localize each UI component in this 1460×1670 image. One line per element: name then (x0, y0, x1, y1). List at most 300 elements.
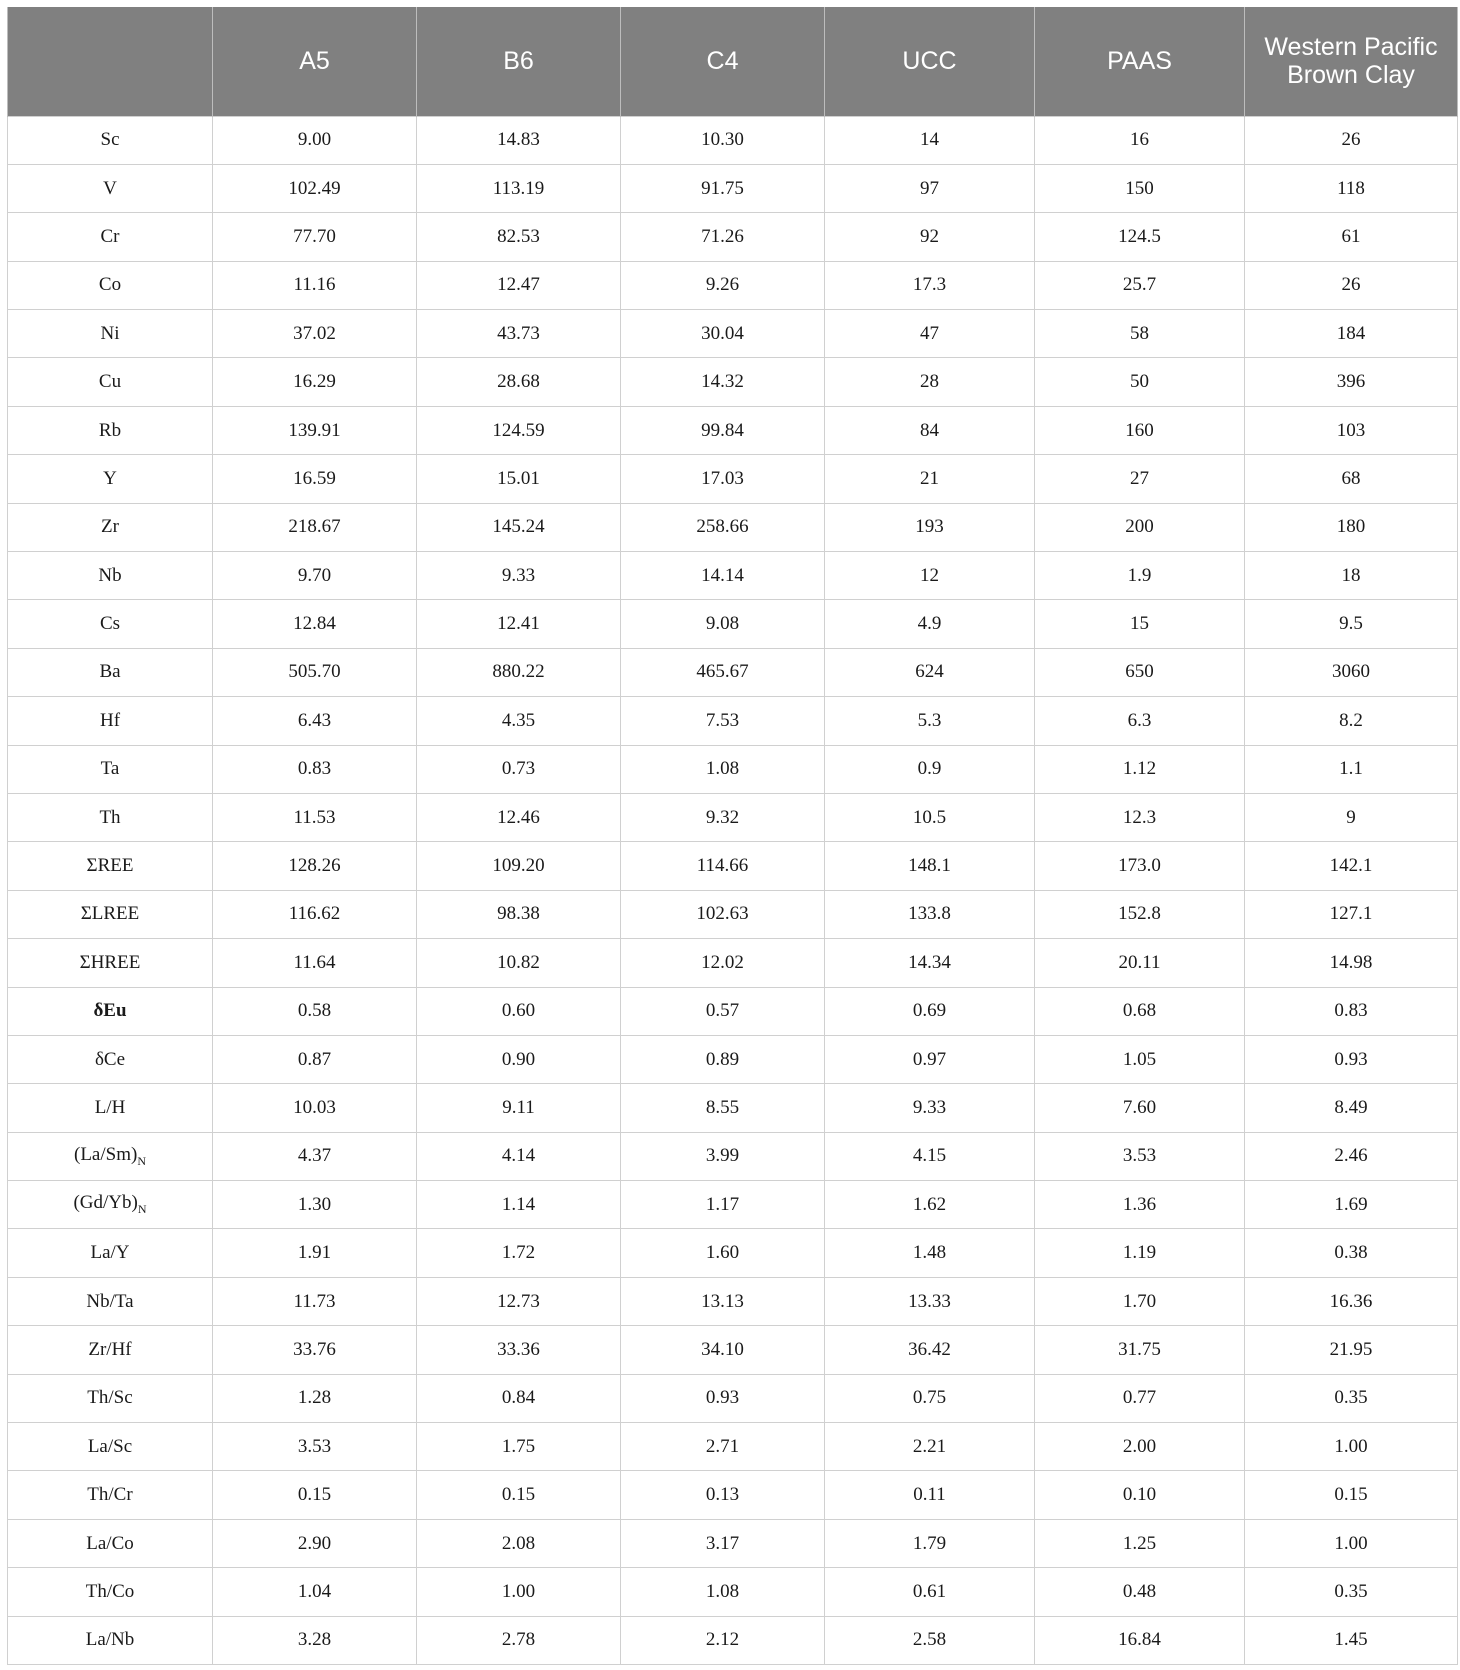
table-row (8, 1471, 1458, 1519)
table-cell: 92 (825, 213, 1035, 261)
table-cell: 0.77 (1035, 1374, 1245, 1422)
table-row (8, 406, 1458, 454)
table-row (8, 890, 1458, 938)
row-label-cell (8, 1229, 213, 1277)
table-cell: 0.87 (213, 1035, 417, 1083)
table-cell: 2.21 (825, 1423, 1035, 1471)
table-cell: 396 (1245, 358, 1458, 406)
table-cell: 98.38 (417, 890, 621, 938)
table-cell: 11.64 (213, 939, 417, 987)
table-cell: 2.90 (213, 1519, 417, 1567)
table-cell: 1.30 (213, 1181, 417, 1229)
table-cell: 124.59 (417, 406, 621, 454)
table-cell: 127.1 (1245, 890, 1458, 938)
table-cell: 150 (1035, 164, 1245, 212)
table-cell: 27 (1035, 455, 1245, 503)
row-label: Cr (100, 225, 120, 247)
table-cell: 28 (825, 358, 1035, 406)
table-row (8, 164, 1458, 212)
row-label: L/H (94, 1097, 126, 1118)
table-cell: 160 (1035, 406, 1245, 454)
table-cell: 4.15 (825, 1132, 1035, 1180)
table-row (8, 842, 1458, 890)
table-cell: 0.93 (1245, 1035, 1458, 1083)
table-cell: 1.08 (621, 1568, 825, 1616)
table-cell: 4.35 (417, 697, 621, 745)
table-cell: 102.63 (621, 890, 825, 938)
table-row (8, 310, 1458, 358)
table-row (8, 1277, 1458, 1325)
table-cell: 3.53 (213, 1423, 417, 1471)
table-cell: 0.57 (621, 987, 825, 1035)
table-cell: 15 (1035, 600, 1245, 648)
table-cell: 9.08 (621, 600, 825, 648)
table-cell: 0.93 (621, 1374, 825, 1422)
table-cell: 0.9 (825, 745, 1035, 793)
table-cell: 114.66 (621, 842, 825, 890)
row-label-cell (8, 213, 213, 261)
table-cell: 2.00 (1035, 1423, 1245, 1471)
table-cell: 1.14 (417, 1181, 621, 1229)
table-cell: 33.76 (213, 1326, 417, 1374)
table-cell: 15.01 (417, 455, 621, 503)
table-cell: 4.9 (825, 600, 1035, 648)
table-row (8, 648, 1458, 696)
table-cell: 18 (1245, 552, 1458, 600)
row-label: Cs (99, 613, 121, 635)
table-cell: 84 (825, 406, 1035, 454)
table-row (8, 213, 1458, 261)
row-label-cell (8, 842, 213, 890)
header-cell-ucc: UCC (825, 7, 1035, 116)
table-cell: 6.43 (213, 697, 417, 745)
table-cell: 16.84 (1035, 1616, 1245, 1664)
table-cell: 12 (825, 552, 1035, 600)
table-cell: 113.19 (417, 164, 621, 212)
row-label: Zr/Hf (88, 1338, 132, 1360)
table-cell: 0.35 (1245, 1374, 1458, 1422)
table-cell: 139.91 (213, 406, 417, 454)
table-cell: 1.19 (1035, 1229, 1245, 1277)
table-cell: 11.73 (213, 1277, 417, 1325)
row-label-cell (8, 1326, 213, 1374)
table-cell: 0.84 (417, 1374, 621, 1422)
table-cell: 2.08 (417, 1519, 621, 1567)
table-cell: 17.3 (825, 261, 1035, 309)
table-cell: 8.55 (621, 1084, 825, 1132)
row-label: Y (103, 467, 117, 489)
table-cell: 1.48 (825, 1229, 1035, 1277)
table-cell: 5.3 (825, 697, 1035, 745)
table-cell: 0.35 (1245, 1568, 1458, 1616)
table-cell: 193 (825, 503, 1035, 551)
row-label: Ni (100, 322, 120, 344)
table-cell: 258.66 (621, 503, 825, 551)
table-row (8, 358, 1458, 406)
row-label-cell (8, 745, 213, 793)
row-label: Nb/Ta (86, 1290, 134, 1312)
table-cell: 13.33 (825, 1277, 1035, 1325)
table-cell: 3.53 (1035, 1132, 1245, 1180)
table-cell: 0.83 (1245, 987, 1458, 1035)
table-header (8, 7, 1458, 116)
table-cell: 9.33 (825, 1084, 1035, 1132)
table-cell: 11.53 (213, 793, 417, 841)
table-row (8, 1519, 1458, 1567)
row-label-cell (8, 697, 213, 745)
row-label: V (103, 177, 117, 199)
table-cell: 12.73 (417, 1277, 621, 1325)
row-label: Co (98, 274, 122, 296)
row-label: Th/Co (85, 1580, 135, 1602)
table-cell: 99.84 (621, 406, 825, 454)
table-row (8, 1423, 1458, 1471)
table-row (8, 503, 1458, 551)
table-cell: 34.10 (621, 1326, 825, 1374)
row-label-cell (8, 1568, 213, 1616)
row-label-cell (8, 503, 213, 551)
row-label-cell (8, 648, 213, 696)
table-row (8, 116, 1458, 164)
row-label: Cu (98, 371, 122, 393)
table-cell: 13.13 (621, 1277, 825, 1325)
table-row (8, 1326, 1458, 1374)
table-cell: 9.70 (213, 552, 417, 600)
row-label-cell (8, 1374, 213, 1422)
table-cell: 9.00 (213, 116, 417, 164)
table-row (8, 455, 1458, 503)
table-cell: 61 (1245, 213, 1458, 261)
table-cell: 31.75 (1035, 1326, 1245, 1374)
table-cell: 9 (1245, 793, 1458, 841)
table-cell: 465.67 (621, 648, 825, 696)
table-cell: 2.71 (621, 1423, 825, 1471)
table-cell: 200 (1035, 503, 1245, 551)
table-cell: 1.60 (621, 1229, 825, 1277)
table-cell: 37.02 (213, 310, 417, 358)
table-cell: 1.28 (213, 1374, 417, 1422)
row-label: Ta (100, 758, 120, 780)
table-cell: 16.59 (213, 455, 417, 503)
table-cell: 2.46 (1245, 1132, 1458, 1180)
table-cell: 9.5 (1245, 600, 1458, 648)
table-row (8, 1568, 1458, 1616)
table-cell: 0.10 (1035, 1471, 1245, 1519)
row-label-cell (8, 1423, 213, 1471)
row-label: Rb (98, 419, 122, 441)
row-label-cell (8, 987, 213, 1035)
row-label-cell (8, 116, 213, 164)
row-label: ΣHREE (79, 951, 141, 973)
table-row (8, 1374, 1458, 1422)
table-cell: 124.5 (1035, 213, 1245, 261)
row-label: Sc (100, 129, 120, 151)
table-cell: 109.20 (417, 842, 621, 890)
row-label-cell (8, 164, 213, 212)
table-cell: 12.41 (417, 600, 621, 648)
table-cell: 1.9 (1035, 552, 1245, 600)
table-cell: 1.00 (1245, 1519, 1458, 1567)
table-cell: 1.00 (417, 1568, 621, 1616)
table-cell: 650 (1035, 648, 1245, 696)
table-row (8, 1084, 1458, 1132)
table-cell: 77.70 (213, 213, 417, 261)
table-cell: 1.62 (825, 1181, 1035, 1229)
header-cell-c4: C4 (621, 7, 825, 116)
table-cell: 3060 (1245, 648, 1458, 696)
table-cell: 505.70 (213, 648, 417, 696)
table-cell: 1.1 (1245, 745, 1458, 793)
row-label: Zr (101, 516, 119, 538)
table-cell: 12.3 (1035, 793, 1245, 841)
header-cell-a5: A5 (213, 7, 417, 116)
table-cell: 1.05 (1035, 1035, 1245, 1083)
table-cell: 14.32 (621, 358, 825, 406)
table-cell: 0.75 (825, 1374, 1035, 1422)
table-cell: 103 (1245, 406, 1458, 454)
table-cell: 43.73 (417, 310, 621, 358)
table-cell: 1.17 (621, 1181, 825, 1229)
table-cell: 102.49 (213, 164, 417, 212)
table-cell: 20.11 (1035, 939, 1245, 987)
row-label: Th (99, 806, 121, 828)
table-cell: 10.82 (417, 939, 621, 987)
row-label-cell (8, 1035, 213, 1083)
row-label: δEu (93, 1000, 127, 1022)
table-cell: 116.62 (213, 890, 417, 938)
row-label: Th/Cr (87, 1484, 133, 1506)
table-cell: 1.08 (621, 745, 825, 793)
row-label-cell (8, 261, 213, 309)
table-cell: 0.38 (1245, 1229, 1458, 1277)
table-cell: 152.8 (1035, 890, 1245, 938)
header-cell-western-pacific-brown-clay: Western Pacific Brown Clay (1245, 7, 1458, 116)
row-label-cell (8, 890, 213, 938)
table-cell: 0.68 (1035, 987, 1245, 1035)
table-cell: 118 (1245, 164, 1458, 212)
table-cell: 12.84 (213, 600, 417, 648)
table-cell: 97 (825, 164, 1035, 212)
trace-element-table (7, 7, 1458, 1665)
table-cell: 47 (825, 310, 1035, 358)
table-cell: 16.36 (1245, 1277, 1458, 1325)
row-label-subscript: N (137, 1202, 147, 1217)
table-cell: 21 (825, 455, 1035, 503)
table-cell: 50 (1035, 358, 1245, 406)
table-cell: 1.69 (1245, 1181, 1458, 1229)
header-cell-paas: PAAS (1035, 7, 1245, 116)
table-row (8, 600, 1458, 648)
table-cell: 30.04 (621, 310, 825, 358)
row-label-cell (8, 358, 213, 406)
table-cell: 2.58 (825, 1616, 1035, 1664)
table-cell: 0.13 (621, 1471, 825, 1519)
row-label: La/Nb (85, 1629, 135, 1651)
table-cell: 9.11 (417, 1084, 621, 1132)
table-cell: 880.22 (417, 648, 621, 696)
row-label-cell (8, 793, 213, 841)
table-cell: 1.91 (213, 1229, 417, 1277)
row-label-cell (8, 455, 213, 503)
table-cell: 0.69 (825, 987, 1035, 1035)
row-label-cell (8, 552, 213, 600)
table-cell: 148.1 (825, 842, 1035, 890)
header-cell-b6: B6 (417, 7, 621, 116)
table-cell: 10.5 (825, 793, 1035, 841)
row-label: La/Co (86, 1532, 134, 1554)
table-cell: 1.04 (213, 1568, 417, 1616)
table-cell: 7.60 (1035, 1084, 1245, 1132)
table-cell: 1.45 (1245, 1616, 1458, 1664)
table-cell: 0.97 (825, 1035, 1035, 1083)
table-cell: 14.83 (417, 116, 621, 164)
table-cell: 71.26 (621, 213, 825, 261)
table-cell: 12.46 (417, 793, 621, 841)
table-cell: 0.15 (417, 1471, 621, 1519)
table-cell: 10.03 (213, 1084, 417, 1132)
table-row (8, 793, 1458, 841)
table-cell: 68 (1245, 455, 1458, 503)
row-label-cell (8, 939, 213, 987)
table-cell: 1.79 (825, 1519, 1035, 1567)
row-label-cell (8, 1132, 213, 1180)
table-cell: 26 (1245, 116, 1458, 164)
table-cell: 8.49 (1245, 1084, 1458, 1132)
table-cell: 180 (1245, 503, 1458, 551)
table-cell: 128.26 (213, 842, 417, 890)
table-cell: 1.00 (1245, 1423, 1458, 1471)
table-cell: 145.24 (417, 503, 621, 551)
table-cell: 1.12 (1035, 745, 1245, 793)
table-cell: 1.70 (1035, 1277, 1245, 1325)
table-cell: 2.12 (621, 1616, 825, 1664)
row-label-cell (8, 1181, 213, 1229)
data-table-container (7, 7, 1457, 1665)
row-label: Hf (99, 709, 121, 731)
table-row (8, 1181, 1458, 1229)
row-label: δCe (94, 1048, 126, 1070)
table-cell: 0.73 (417, 745, 621, 793)
table-row (8, 552, 1458, 600)
table-cell: 133.8 (825, 890, 1035, 938)
table-cell: 0.61 (825, 1568, 1035, 1616)
row-label-cell (8, 406, 213, 454)
table-cell: 28.68 (417, 358, 621, 406)
row-label: La/Y (90, 1242, 130, 1264)
table-cell: 9.32 (621, 793, 825, 841)
table-cell: 3.28 (213, 1616, 417, 1664)
table-cell: 6.3 (1035, 697, 1245, 745)
table-cell: 0.89 (621, 1035, 825, 1083)
table-cell: 624 (825, 648, 1035, 696)
table-cell: 3.99 (621, 1132, 825, 1180)
row-label: La/Sc (87, 1435, 133, 1457)
table-cell: 2.78 (417, 1616, 621, 1664)
table-cell: 0.11 (825, 1471, 1035, 1519)
row-label: Ba (99, 661, 121, 683)
row-label-cell (8, 1519, 213, 1567)
table-row (8, 745, 1458, 793)
table-cell: 173.0 (1035, 842, 1245, 890)
table-cell: 1.75 (417, 1423, 621, 1471)
table-cell: 91.75 (621, 164, 825, 212)
table-cell: 58 (1035, 310, 1245, 358)
table-body (8, 116, 1458, 1665)
row-label: ΣREE (86, 855, 134, 877)
table-cell: 17.03 (621, 455, 825, 503)
table-row (8, 987, 1458, 1035)
table-cell: 0.15 (1245, 1471, 1458, 1519)
row-label-cell (8, 1277, 213, 1325)
table-cell: 1.36 (1035, 1181, 1245, 1229)
table-cell: 36.42 (825, 1326, 1035, 1374)
table-cell: 1.72 (417, 1229, 621, 1277)
table-row (8, 1035, 1458, 1083)
table-row (8, 1616, 1458, 1664)
row-label-subscript: N (137, 1153, 146, 1168)
row-label-cell (8, 600, 213, 648)
row-label-cell (8, 1471, 213, 1519)
row-label: ΣLREE (80, 903, 140, 925)
table-cell: 14 (825, 116, 1035, 164)
table-cell: 0.90 (417, 1035, 621, 1083)
table-row (8, 939, 1458, 987)
row-label-cell (8, 1084, 213, 1132)
table-cell: 12.02 (621, 939, 825, 987)
table-cell: 4.37 (213, 1132, 417, 1180)
table-cell: 12.47 (417, 261, 621, 309)
row-label: Th/Sc (87, 1387, 133, 1409)
row-label: (La/Sm) (74, 1144, 138, 1165)
row-label-cell (8, 310, 213, 358)
table-cell: 33.36 (417, 1326, 621, 1374)
table-cell: 7.53 (621, 697, 825, 745)
table-cell: 9.33 (417, 552, 621, 600)
table-cell: 218.67 (213, 503, 417, 551)
table-row (8, 697, 1458, 745)
table-cell: 26 (1245, 261, 1458, 309)
table-cell: 14.98 (1245, 939, 1458, 987)
table-cell: 14.14 (621, 552, 825, 600)
table-cell: 0.83 (213, 745, 417, 793)
table-cell: 1.25 (1035, 1519, 1245, 1567)
table-cell: 0.60 (417, 987, 621, 1035)
table-cell: 184 (1245, 310, 1458, 358)
row-label: Nb (98, 564, 122, 586)
table-cell: 0.15 (213, 1471, 417, 1519)
table-cell: 16 (1035, 116, 1245, 164)
table-cell: 25.7 (1035, 261, 1245, 309)
table-cell: 3.17 (621, 1519, 825, 1567)
table-cell: 82.53 (417, 213, 621, 261)
table-cell: 11.16 (213, 261, 417, 309)
table-cell: 10.30 (621, 116, 825, 164)
table-cell: 4.14 (417, 1132, 621, 1180)
table-cell: 21.95 (1245, 1326, 1458, 1374)
header-cell-empty (8, 7, 213, 116)
table-cell: 0.48 (1035, 1568, 1245, 1616)
table-row (8, 261, 1458, 309)
table-row (8, 1229, 1458, 1277)
row-label-cell (8, 1616, 213, 1664)
table-cell: 8.2 (1245, 697, 1458, 745)
table-row (8, 1132, 1458, 1180)
table-cell: 14.34 (825, 939, 1035, 987)
table-cell: 142.1 (1245, 842, 1458, 890)
row-label: (Gd/Yb) (73, 1192, 138, 1214)
table-cell: 16.29 (213, 358, 417, 406)
header-row (8, 7, 1458, 116)
